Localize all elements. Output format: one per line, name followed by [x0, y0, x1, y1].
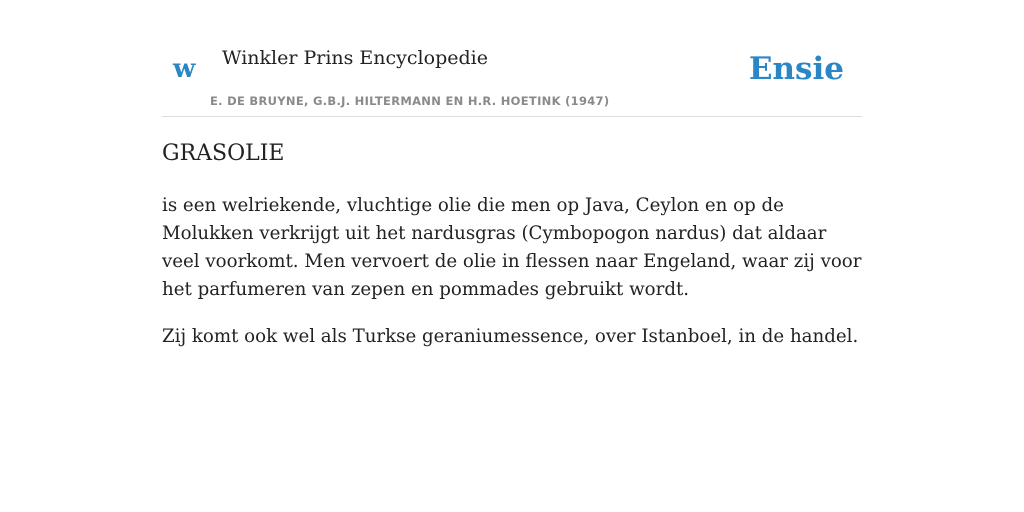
article-paragraph: is een welriekende, vluchtige olie die men op Java, Ceylon en op de Molukken verkrijgt uit het nardusgras (Cymbopogon nardus) dat aldaar veel voorkomt. Men vervoert de olie in flessen naar Engeland, waar zij voor het parfumeren van zepen en pommades gebruikt wordt. — [162, 195, 862, 300]
ensie-logo-link[interactable]: Ensie — [748, 51, 844, 87]
publication-title[interactable]: Winkler Prins Encyclopedie — [222, 47, 488, 69]
article-paragraph: Zij komt ook wel als Turkse geraniumessence, over Istanboel, in de handel. — [162, 326, 859, 347]
article-title: GRASOLIE — [162, 141, 285, 166]
page-container — [162, 0, 862, 347]
article-header — [162, 0, 862, 117]
winkler-prins-logo[interactable]: w — [173, 54, 196, 84]
publication-authors: E. DE BRUYNE, G.B.J. HILTERMANN EN H.R. HOETINK (1947) — [210, 94, 610, 108]
article-body — [162, 192, 862, 370]
